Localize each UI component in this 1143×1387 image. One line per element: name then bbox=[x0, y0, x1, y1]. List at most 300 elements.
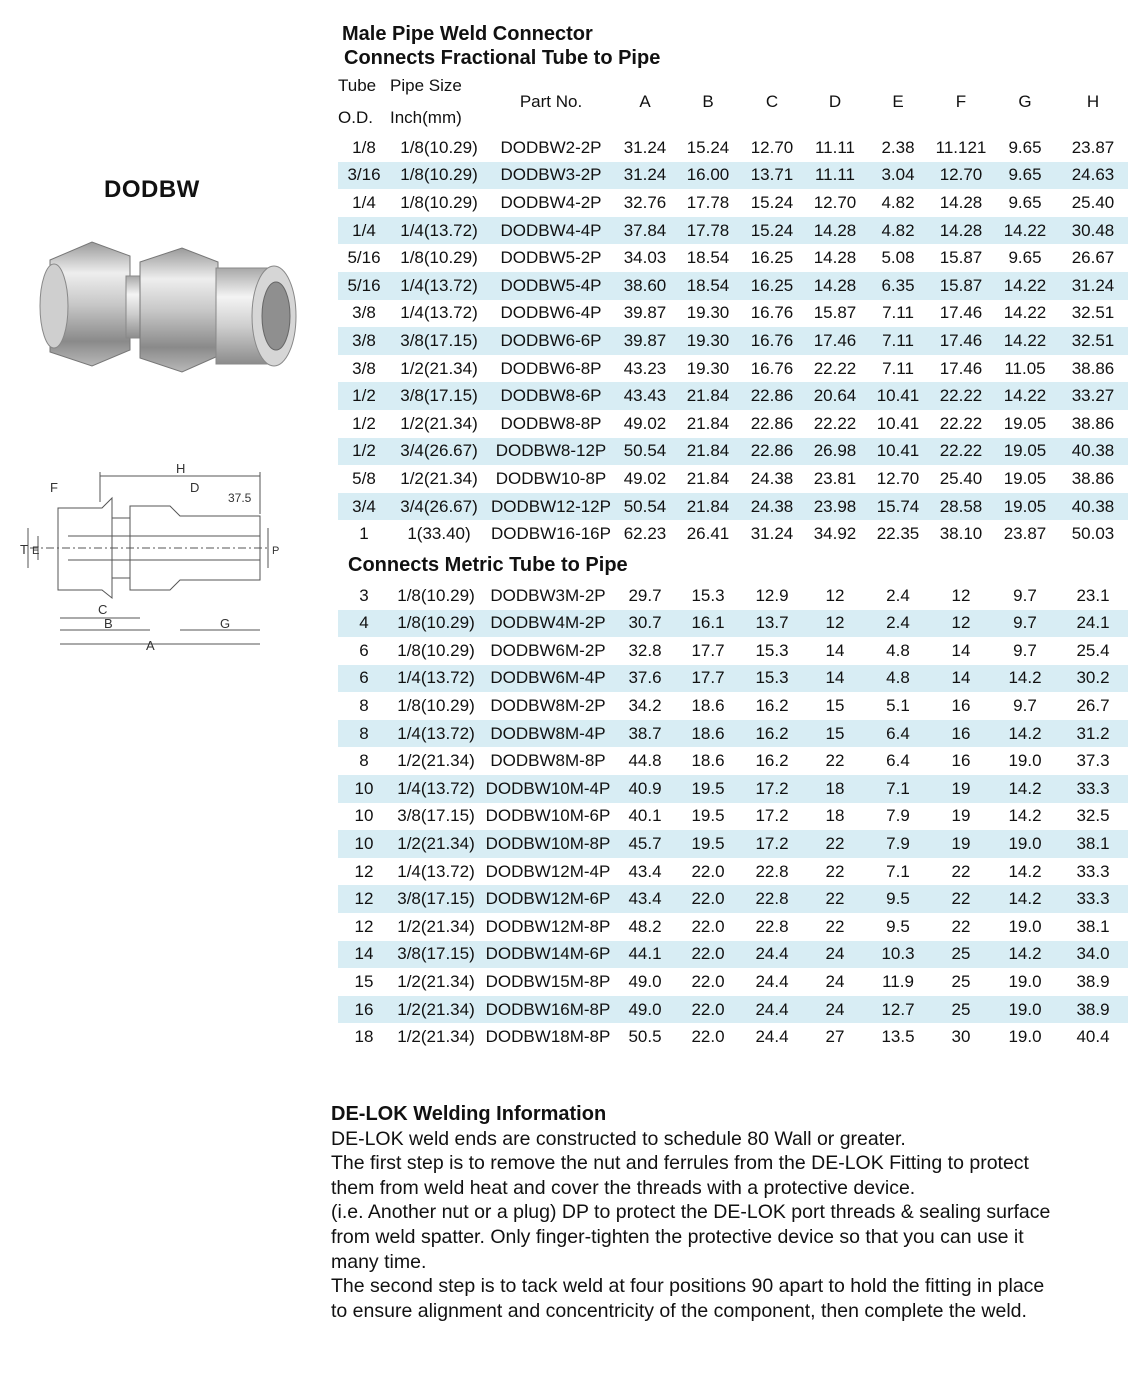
cell-dim-f: 22 bbox=[951, 861, 971, 881]
cell-dim-b: 19.5 bbox=[676, 830, 740, 858]
metric-table-row bbox=[338, 610, 1128, 638]
cell-tube-od: 6 bbox=[338, 665, 390, 693]
fractional-table-row bbox=[338, 520, 1128, 548]
cell-dim-d: 14 bbox=[804, 665, 866, 693]
cell-dim-f: 22.22 bbox=[930, 382, 992, 410]
cell-tube-od: 14 bbox=[338, 941, 390, 969]
cell-dim-a: 29.7 bbox=[628, 585, 662, 605]
cell-dim-g: 19.05 bbox=[1003, 413, 1047, 433]
cell-dim-d: 23.81 bbox=[813, 468, 857, 488]
dim-label-angle: 37.5 bbox=[228, 491, 252, 505]
cell-dim-b: 21.84 bbox=[676, 382, 740, 410]
cell-dim-g: 19.05 bbox=[992, 493, 1058, 521]
cell-part-no: DODBW12-12P bbox=[488, 493, 614, 521]
cell-pipe-size: 3/4(26.67) bbox=[390, 438, 488, 466]
cell-dim-e: 5.1 bbox=[886, 696, 910, 716]
cell-dim-e: 7.11 bbox=[882, 303, 914, 323]
cell-dim-c: 15.3 bbox=[740, 665, 804, 693]
cell-part-no: DODBW15M-8P bbox=[485, 972, 611, 992]
spec-section bbox=[338, 22, 1128, 1051]
cell-dim-g: 19.0 bbox=[1008, 972, 1042, 992]
metric-table-row bbox=[338, 692, 1128, 720]
cell-dim-f: 19 bbox=[930, 775, 992, 803]
cell-dim-g: 14.22 bbox=[992, 382, 1058, 410]
cell-dim-b: 21.84 bbox=[676, 438, 740, 466]
cell-dim-a: 44.1 bbox=[614, 941, 676, 969]
cell-pipe-size: 1/4(13.72) bbox=[390, 775, 482, 803]
dim-label-t: T bbox=[20, 542, 28, 557]
cell-dim-d: 17.46 bbox=[804, 327, 866, 355]
cell-dim-c: 13.71 bbox=[740, 162, 804, 190]
cell-dim-d: 26.98 bbox=[804, 438, 866, 466]
cell-dim-e: 6.4 bbox=[886, 751, 910, 771]
cell-dim-g: 19.05 bbox=[992, 438, 1058, 466]
cell-dim-b: 18.6 bbox=[676, 720, 740, 748]
metric-table-row bbox=[338, 830, 1128, 858]
cell-dim-h: 33.3 bbox=[1076, 861, 1110, 881]
cell-dim-f: 12 bbox=[951, 585, 971, 605]
cell-dim-a: 32.8 bbox=[628, 640, 662, 660]
cell-dim-e: 9.5 bbox=[886, 916, 910, 936]
welding-info-line: to ensure alignment and concentricity of the component, then complete the weld. bbox=[331, 1299, 1027, 1322]
cell-dim-b: 19.5 bbox=[691, 806, 725, 826]
cell-dim-a: 32.76 bbox=[623, 192, 667, 212]
cell-dim-h: 40.4 bbox=[1076, 1027, 1110, 1047]
cell-pipe-size: 1/8(10.29) bbox=[400, 248, 478, 268]
cell-dim-f: 25 bbox=[930, 941, 992, 969]
cell-dim-d: 22.22 bbox=[813, 413, 857, 433]
cell-tube-od: 3 bbox=[359, 585, 369, 605]
cell-dim-b: 26.41 bbox=[686, 524, 730, 544]
cell-dim-f: 14.28 bbox=[939, 192, 983, 212]
metric-table-row bbox=[338, 637, 1128, 665]
dim-label-h: H bbox=[176, 461, 186, 476]
cell-dim-g: 11.05 bbox=[1004, 358, 1046, 378]
cell-dim-a: 48.2 bbox=[628, 916, 662, 936]
cell-dim-d: 14 bbox=[825, 640, 845, 660]
cell-dim-d: 11.11 bbox=[804, 162, 866, 190]
cell-pipe-size: 1/2(21.34) bbox=[397, 972, 475, 992]
cell-tube-od: 10 bbox=[338, 775, 390, 803]
cell-dim-f: 12 bbox=[930, 610, 992, 638]
cell-tube-od: 1/4 bbox=[352, 192, 376, 212]
cell-dim-h: 38.86 bbox=[1071, 413, 1115, 433]
cell-dim-h: 33.27 bbox=[1058, 382, 1128, 410]
cell-dim-h: 24.63 bbox=[1058, 162, 1128, 190]
cell-dim-a: 49.0 bbox=[614, 996, 676, 1024]
dim-label-b: B bbox=[104, 616, 113, 631]
metric-table-row bbox=[338, 665, 1128, 693]
cell-dim-f: 14 bbox=[930, 665, 992, 693]
fractional-table-row bbox=[338, 438, 1128, 466]
cell-dim-h: 25.40 bbox=[1071, 192, 1115, 212]
welding-info bbox=[331, 1102, 1131, 1323]
cell-dim-e: 5.08 bbox=[881, 248, 915, 268]
cell-dim-b: 21.84 bbox=[686, 468, 730, 488]
cell-dim-f: 19 bbox=[951, 806, 971, 826]
cell-dim-g: 14.2 bbox=[992, 775, 1058, 803]
cell-part-no: DODBW6-6P bbox=[488, 327, 614, 355]
cell-dim-d: 34.92 bbox=[813, 524, 857, 544]
cell-part-no: DODBW10-8P bbox=[495, 468, 607, 488]
cell-dim-e: 2.4 bbox=[866, 610, 930, 638]
cell-part-no: DODBW6-8P bbox=[500, 358, 602, 378]
cell-dim-h: 24.1 bbox=[1058, 610, 1128, 638]
cell-pipe-size: 1/2(21.34) bbox=[397, 916, 475, 936]
cell-dim-a: 45.7 bbox=[614, 830, 676, 858]
cell-dim-b: 18.54 bbox=[686, 248, 730, 268]
cell-dim-e: 2.38 bbox=[881, 137, 915, 157]
cell-pipe-size: 1/4(13.72) bbox=[390, 217, 488, 245]
cell-dim-h: 38.86 bbox=[1071, 358, 1115, 378]
fractional-section-title: Connects Fractional Tube to Pipe bbox=[344, 47, 661, 69]
cell-dim-e: 7.9 bbox=[866, 830, 930, 858]
cell-dim-a: 43.23 bbox=[623, 358, 667, 378]
cell-dim-f: 14 bbox=[951, 640, 971, 660]
cell-part-no: DODBW6M-2P bbox=[490, 640, 606, 660]
cell-dim-h: 40.38 bbox=[1058, 493, 1128, 521]
cell-dim-d: 12.70 bbox=[813, 192, 857, 212]
cell-dim-h: 33.3 bbox=[1058, 775, 1128, 803]
cell-dim-c: 12.9 bbox=[755, 585, 789, 605]
cell-dim-g: 9.7 bbox=[992, 610, 1058, 638]
cell-dim-g: 19.0 bbox=[1008, 916, 1042, 936]
cell-dim-e: 7.11 bbox=[866, 327, 930, 355]
cell-dim-f: 14.28 bbox=[930, 217, 992, 245]
metric-table-row bbox=[338, 582, 1128, 610]
cell-dim-b: 15.24 bbox=[686, 137, 730, 157]
cell-dim-a: 49.0 bbox=[628, 972, 662, 992]
cell-dim-g: 14.22 bbox=[992, 217, 1058, 245]
cell-dim-a: 34.2 bbox=[628, 696, 662, 716]
dim-label-f: F bbox=[50, 480, 58, 495]
fractional-table-row bbox=[338, 493, 1128, 521]
product-code: DODBW bbox=[104, 176, 200, 203]
cell-dim-h: 31.2 bbox=[1058, 720, 1128, 748]
cell-dim-f: 38.10 bbox=[939, 524, 983, 544]
header-c: C bbox=[765, 92, 779, 111]
cell-dim-a: 40.1 bbox=[628, 806, 662, 826]
cell-dim-e: 10.3 bbox=[866, 941, 930, 969]
cell-dim-g: 9.65 bbox=[1008, 192, 1042, 212]
cell-dim-a: 43.43 bbox=[614, 382, 676, 410]
cell-dim-c: 22.86 bbox=[740, 382, 804, 410]
cell-tube-od: 1/2 bbox=[338, 382, 390, 410]
cell-dim-c: 16.25 bbox=[740, 272, 804, 300]
header-h: H bbox=[1086, 92, 1100, 111]
cell-dim-a: 34.03 bbox=[623, 248, 667, 268]
cell-dim-a: 40.9 bbox=[614, 775, 676, 803]
technical-drawing bbox=[20, 458, 280, 658]
cell-part-no: DODBW8M-8P bbox=[490, 751, 606, 771]
cell-dim-b: 22.0 bbox=[676, 941, 740, 969]
cell-dim-f: 30 bbox=[951, 1027, 971, 1047]
cell-pipe-size: 1/2(21.34) bbox=[400, 468, 478, 488]
cell-dim-h: 38.9 bbox=[1076, 972, 1110, 992]
cell-dim-e: 4.8 bbox=[866, 665, 930, 693]
cell-dim-d: 23.98 bbox=[804, 493, 866, 521]
cell-dim-d: 11.11 bbox=[814, 137, 856, 157]
page-title: Male Pipe Weld Connector bbox=[342, 23, 593, 45]
cell-pipe-size: 1/8(10.29) bbox=[390, 162, 488, 190]
cell-dim-c: 22.86 bbox=[740, 438, 804, 466]
metric-table-row bbox=[338, 775, 1128, 803]
cell-dim-g: 19.05 bbox=[1003, 468, 1047, 488]
cell-pipe-size: 1/8(10.29) bbox=[397, 640, 475, 660]
cell-dim-d: 14.28 bbox=[813, 248, 857, 268]
cell-dim-b: 22.0 bbox=[691, 1027, 725, 1047]
cell-part-no: DODBW5-4P bbox=[488, 272, 614, 300]
cell-part-no: DODBW12M-4P bbox=[485, 861, 611, 881]
fractional-table-row bbox=[338, 355, 1128, 383]
cell-dim-a: 49.02 bbox=[623, 413, 667, 433]
fractional-table bbox=[338, 70, 1128, 548]
cell-dim-d: 12 bbox=[804, 610, 866, 638]
cell-dim-g: 9.65 bbox=[1008, 248, 1042, 268]
cell-tube-od: 10 bbox=[338, 830, 390, 858]
cell-dim-d: 14.28 bbox=[804, 217, 866, 245]
header-e: E bbox=[892, 92, 904, 111]
cell-dim-h: 23.1 bbox=[1076, 585, 1110, 605]
cell-dim-c: 24.4 bbox=[740, 996, 804, 1024]
fractional-table-row bbox=[338, 382, 1128, 410]
cell-tube-od: 4 bbox=[338, 610, 390, 638]
cell-dim-c: 22.86 bbox=[750, 413, 794, 433]
cell-dim-c: 16.76 bbox=[740, 327, 804, 355]
cell-pipe-size: 1/8(10.29) bbox=[397, 696, 475, 716]
fractional-table-row bbox=[338, 134, 1128, 162]
cell-dim-a: 39.87 bbox=[614, 327, 676, 355]
cell-pipe-size: 3/8(17.15) bbox=[390, 382, 488, 410]
cell-tube-od: 1/8 bbox=[352, 137, 376, 157]
cell-tube-od: 3/8 bbox=[338, 327, 390, 355]
cell-part-no: DODBW10M-8P bbox=[482, 830, 614, 858]
fractional-table-row bbox=[338, 300, 1128, 328]
cell-dim-b: 18.54 bbox=[676, 272, 740, 300]
header-f: F bbox=[955, 92, 967, 111]
cell-dim-c: 13.7 bbox=[740, 610, 804, 638]
header-part-no: Part No. bbox=[519, 92, 583, 111]
cell-dim-e: 12.70 bbox=[876, 468, 920, 488]
cell-pipe-size: 1(33.40) bbox=[407, 524, 471, 544]
cell-dim-a: 49.02 bbox=[623, 468, 667, 488]
cell-dim-c: 16.76 bbox=[750, 303, 794, 323]
cell-dim-b: 17.7 bbox=[676, 665, 740, 693]
cell-dim-c: 17.2 bbox=[740, 775, 804, 803]
cell-dim-e: 10.41 bbox=[866, 382, 930, 410]
cell-dim-g: 14.2 bbox=[992, 941, 1058, 969]
cell-dim-h: 32.5 bbox=[1076, 806, 1110, 826]
cell-dim-d: 18 bbox=[804, 775, 866, 803]
header-inch-mm: Inch(mm) bbox=[390, 108, 462, 127]
cell-part-no: DODBW3-2P bbox=[488, 162, 614, 190]
cell-dim-b: 17.78 bbox=[676, 217, 740, 245]
cell-pipe-size: 1/2(21.34) bbox=[400, 413, 478, 433]
cell-dim-c: 24.38 bbox=[740, 493, 804, 521]
cell-tube-od: 5/16 bbox=[347, 248, 381, 268]
cell-dim-b: 19.30 bbox=[676, 327, 740, 355]
cell-tube-od: 12 bbox=[338, 885, 390, 913]
header-od: O.D. bbox=[338, 108, 373, 127]
cell-dim-g: 19.0 bbox=[1008, 751, 1042, 771]
cell-pipe-size: 1/4(13.72) bbox=[390, 720, 482, 748]
cell-tube-od: 5/16 bbox=[338, 272, 390, 300]
cell-dim-e: 2.4 bbox=[886, 585, 910, 605]
cell-dim-c: 24.4 bbox=[740, 941, 804, 969]
cell-part-no: DODBW8-12P bbox=[488, 438, 614, 466]
cell-dim-e: 13.5 bbox=[881, 1027, 915, 1047]
cell-pipe-size: 3/8(17.15) bbox=[397, 806, 475, 826]
cell-tube-od: 1/2 bbox=[338, 438, 390, 466]
cell-part-no: DODBW12M-6P bbox=[482, 885, 614, 913]
cell-pipe-size: 3/8(17.15) bbox=[390, 327, 488, 355]
cell-dim-a: 30.7 bbox=[614, 610, 676, 638]
cell-dim-f: 22.22 bbox=[939, 413, 983, 433]
cell-dim-e: 6.35 bbox=[866, 272, 930, 300]
metric-table-row bbox=[338, 941, 1128, 969]
cell-dim-f: 22 bbox=[951, 916, 971, 936]
metric-table-row bbox=[338, 913, 1128, 941]
cell-dim-c: 31.24 bbox=[750, 524, 794, 544]
cell-tube-od: 1 bbox=[359, 524, 369, 544]
cell-dim-a: 31.24 bbox=[623, 137, 667, 157]
header-pipe-size: Pipe Size bbox=[390, 76, 462, 95]
welding-info-line: DE-LOK weld ends are constructed to schedule 80 Wall or greater. bbox=[331, 1127, 906, 1150]
table-header-row bbox=[338, 70, 1128, 102]
cell-dim-e: 15.74 bbox=[866, 493, 930, 521]
metric-table-row bbox=[338, 720, 1128, 748]
cell-dim-g: 23.87 bbox=[1003, 524, 1047, 544]
cell-dim-f: 11.121 bbox=[935, 137, 987, 157]
cell-dim-c: 16.76 bbox=[750, 358, 794, 378]
cell-tube-od: 3/4 bbox=[338, 493, 390, 521]
cell-part-no: DODBW12M-8P bbox=[485, 916, 611, 936]
cell-pipe-size: 1/8(10.29) bbox=[397, 585, 475, 605]
cell-dim-d: 18 bbox=[825, 806, 845, 826]
cell-dim-d: 22 bbox=[804, 830, 866, 858]
dim-label-a: A bbox=[146, 638, 155, 653]
cell-dim-g: 19.0 bbox=[992, 830, 1058, 858]
cell-dim-g: 9.7 bbox=[1013, 696, 1037, 716]
metric-table-row bbox=[338, 858, 1128, 886]
dim-label-e: E bbox=[32, 545, 40, 557]
cell-pipe-size: 1/8(10.29) bbox=[400, 137, 478, 157]
cell-pipe-size: 3/8(17.15) bbox=[390, 885, 482, 913]
cell-dim-c: 24.4 bbox=[755, 1027, 789, 1047]
cell-part-no: DODBW8M-2P bbox=[490, 696, 606, 716]
cell-dim-d: 22 bbox=[825, 861, 845, 881]
cell-dim-e: 3.04 bbox=[866, 162, 930, 190]
cell-dim-a: 50.54 bbox=[614, 493, 676, 521]
cell-dim-e: 4.8 bbox=[886, 640, 910, 660]
header-b: B bbox=[702, 92, 714, 111]
cell-dim-h: 38.1 bbox=[1058, 830, 1128, 858]
cell-dim-f: 16 bbox=[951, 751, 971, 771]
cell-dim-c: 12.70 bbox=[750, 137, 794, 157]
cell-dim-b: 19.30 bbox=[686, 303, 730, 323]
cell-dim-g: 14.2 bbox=[1008, 806, 1042, 826]
cell-dim-d: 12 bbox=[825, 585, 845, 605]
cell-tube-od: 1/2 bbox=[352, 413, 376, 433]
cell-part-no: DODBW6M-4P bbox=[482, 665, 614, 693]
cell-dim-c: 16.2 bbox=[755, 751, 789, 771]
cell-dim-b: 21.84 bbox=[676, 493, 740, 521]
cell-dim-a: 39.87 bbox=[623, 303, 667, 323]
cell-dim-e: 10.41 bbox=[866, 438, 930, 466]
cell-dim-h: 40.38 bbox=[1058, 438, 1128, 466]
cell-dim-b: 22.0 bbox=[691, 861, 725, 881]
cell-tube-od: 12 bbox=[354, 861, 374, 881]
cell-dim-f: 25 bbox=[930, 996, 992, 1024]
cell-dim-b: 16.1 bbox=[676, 610, 740, 638]
cell-dim-h: 34.0 bbox=[1058, 941, 1128, 969]
cell-dim-g: 14.2 bbox=[1008, 861, 1042, 881]
cell-dim-g: 14.22 bbox=[992, 327, 1058, 355]
cell-dim-e: 7.1 bbox=[866, 775, 930, 803]
cell-tube-od: 3/16 bbox=[338, 162, 390, 190]
cell-dim-a: 37.84 bbox=[614, 217, 676, 245]
cell-tube-od: 5/8 bbox=[352, 468, 376, 488]
cell-pipe-size: 3/8(17.15) bbox=[390, 941, 482, 969]
cell-dim-g: 14.2 bbox=[992, 885, 1058, 913]
cell-dim-e: 7.1 bbox=[886, 861, 910, 881]
cell-tube-od: 10 bbox=[354, 806, 374, 826]
cell-dim-a: 38.60 bbox=[614, 272, 676, 300]
cell-part-no: DODBW5-2P bbox=[500, 248, 602, 268]
cell-dim-b: 21.84 bbox=[686, 413, 730, 433]
cell-dim-d: 14.28 bbox=[804, 272, 866, 300]
cell-dim-b: 17.7 bbox=[691, 640, 725, 660]
cell-part-no: DODBW16M-8P bbox=[482, 996, 614, 1024]
cell-dim-f: 19 bbox=[930, 830, 992, 858]
cell-dim-f: 16 bbox=[930, 720, 992, 748]
cell-tube-od: 8 bbox=[338, 720, 390, 748]
cell-dim-h: 38.86 bbox=[1071, 468, 1115, 488]
header-g: G bbox=[1018, 92, 1032, 111]
cell-dim-h: 38.9 bbox=[1058, 996, 1128, 1024]
cell-dim-b: 22.0 bbox=[691, 916, 725, 936]
cell-dim-g: 14.2 bbox=[992, 720, 1058, 748]
cell-dim-a: 38.7 bbox=[614, 720, 676, 748]
cell-dim-e: 10.41 bbox=[876, 413, 920, 433]
cell-dim-d: 15 bbox=[804, 720, 866, 748]
welding-info-line: from weld spatter. Only finger-tighten the protective device so that you can use it bbox=[331, 1225, 1024, 1248]
welding-info-line: The second step is to tack weld at four positions 90 apart to hold the fitting in place bbox=[331, 1275, 1045, 1298]
cell-dim-g: 9.65 bbox=[992, 162, 1058, 190]
header-tube: Tube bbox=[338, 76, 377, 95]
cell-dim-d: 22 bbox=[804, 885, 866, 913]
cell-dim-d: 22.22 bbox=[813, 358, 857, 378]
cell-dim-b: 16.00 bbox=[676, 162, 740, 190]
cell-dim-g: 14.22 bbox=[992, 272, 1058, 300]
cell-dim-f: 15.87 bbox=[939, 248, 983, 268]
cell-dim-g: 19.0 bbox=[992, 996, 1058, 1024]
fractional-table-body bbox=[338, 134, 1128, 548]
fractional-table-row bbox=[338, 217, 1128, 245]
product-photo bbox=[22, 232, 302, 407]
header-a: A bbox=[639, 92, 651, 111]
cell-part-no: DODBW10M-6P bbox=[485, 806, 611, 826]
fractional-table-row bbox=[338, 189, 1128, 217]
cell-dim-f: 15.87 bbox=[930, 272, 992, 300]
cell-dim-h: 31.24 bbox=[1058, 272, 1128, 300]
cell-pipe-size: 1/2(21.34) bbox=[397, 1027, 475, 1047]
cell-dim-g: 9.7 bbox=[1013, 640, 1037, 660]
cell-part-no: DODBW8M-4P bbox=[482, 720, 614, 748]
cell-pipe-size: 1/4(13.72) bbox=[390, 665, 482, 693]
cell-dim-f: 17.46 bbox=[939, 358, 983, 378]
cell-dim-c: 15.3 bbox=[755, 640, 789, 660]
